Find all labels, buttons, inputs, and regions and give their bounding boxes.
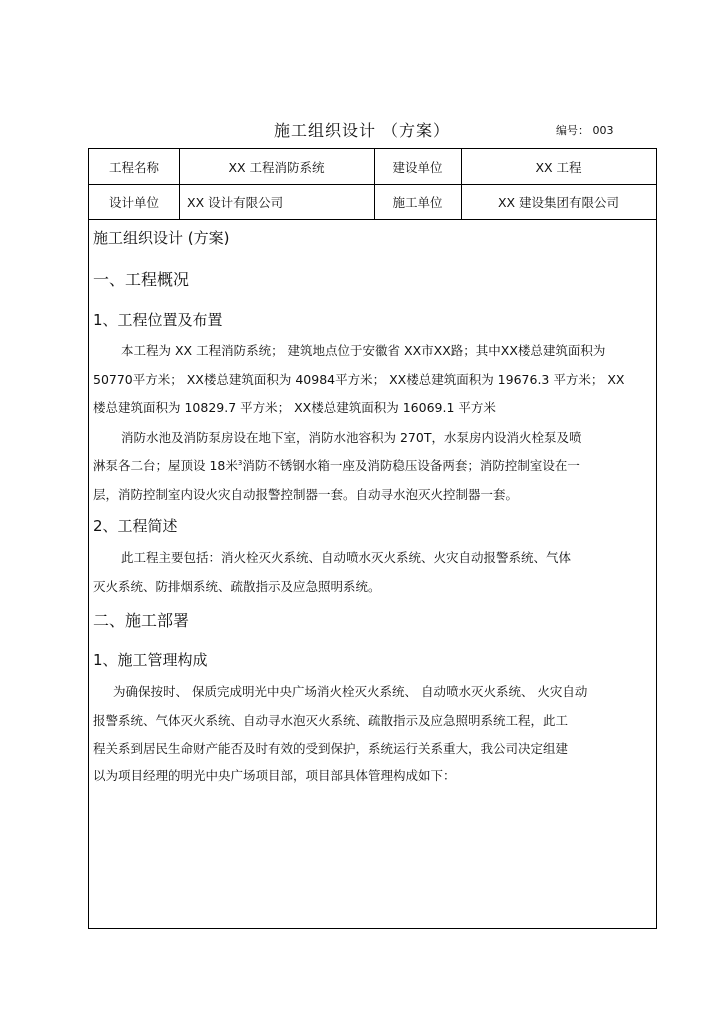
paragraph-line: 层，消防控制室内设火灾自动报警控制器一套。自动寻水泡灭火控制器一套。	[93, 487, 519, 502]
paragraph-line: 灭火系统、防排烟系统、疏散指示及应急照明系统。	[93, 579, 381, 594]
table-divider	[89, 219, 656, 220]
paragraph-line: 消防水池及消防泵房设在地下室，消防水池容积为 270T，水泵房内设消火栓泵及喷	[121, 430, 582, 445]
subsection-heading: 2、工程简述	[93, 517, 178, 535]
paragraph-line: 本工程为 XX 工程消防系统； 建筑地点位于安徽省 XX市XX路；其中XX楼总建筑面积为	[121, 343, 606, 358]
paragraph-line: 为确保按时、 保质完成明光中央广场消火栓灭火系统、 自动喷水灭火系统、 火灾自动	[113, 684, 588, 699]
document-number-value: 003	[592, 124, 614, 137]
contractor-value: XX 建设集团有限公司	[497, 194, 620, 210]
designer-value: XX 设计有限公司	[187, 194, 284, 210]
page-title: 施工组织设计 （方案）	[273, 121, 451, 140]
paragraph-text: 淋泵各二台；屋顶设 18米	[93, 458, 238, 473]
section-heading: 一、工程概况	[93, 270, 190, 289]
paragraph-line: 以为项目经理的明光中央广场项目部，项目部具体管理构成如下：	[93, 768, 456, 783]
project-name-label: 工程名称	[108, 159, 159, 175]
document-number	[556, 122, 614, 138]
designer-label: 设计单位	[108, 194, 159, 210]
owner-value: XX 工程	[535, 159, 582, 175]
paragraph-text: 消防不锈钢水箱一座及消防稳压设备两套；消防控制室设在一	[242, 458, 580, 473]
document-frame	[88, 148, 657, 929]
body-subtitle: 施工组织设计 (方案)	[93, 229, 230, 247]
paragraph-line	[93, 456, 580, 474]
contractor-label: 施工单位	[392, 194, 443, 210]
subsection-heading: 1、施工管理构成	[93, 651, 208, 669]
subsection-heading: 1、工程位置及布置	[93, 311, 223, 329]
paragraph-line: 此工程主要包括：消火栓灭火系统、自动喷水灭火系统、火灾自动报警系统、气体	[121, 550, 572, 565]
owner-label: 建设单位	[392, 159, 443, 175]
section-heading: 二、施工部署	[93, 611, 190, 630]
project-name-value: XX 工程消防系统	[228, 159, 325, 175]
paragraph-line: 楼总建筑面积为 10829.7 平方米； XX楼总建筑面积为 16069.1 平方米	[93, 400, 496, 415]
paragraph-line: 程关系到居民生命财产能否及时有效的受到保护，系统运行关系重大，我公司决定组建	[93, 741, 569, 756]
document-number-label: 编号：	[556, 124, 589, 137]
paragraph-line: 报警系统、气体灭火系统、自动寻水泡灭火系统、疏散指示及应急照明系统工程，此工	[93, 713, 569, 728]
superscript: 3	[237, 458, 243, 467]
paragraph-line: 50770平方米； XX楼总建筑面积为 40984平方米； XX楼总建筑面积为 19676.3 平方米； XX	[93, 372, 625, 387]
